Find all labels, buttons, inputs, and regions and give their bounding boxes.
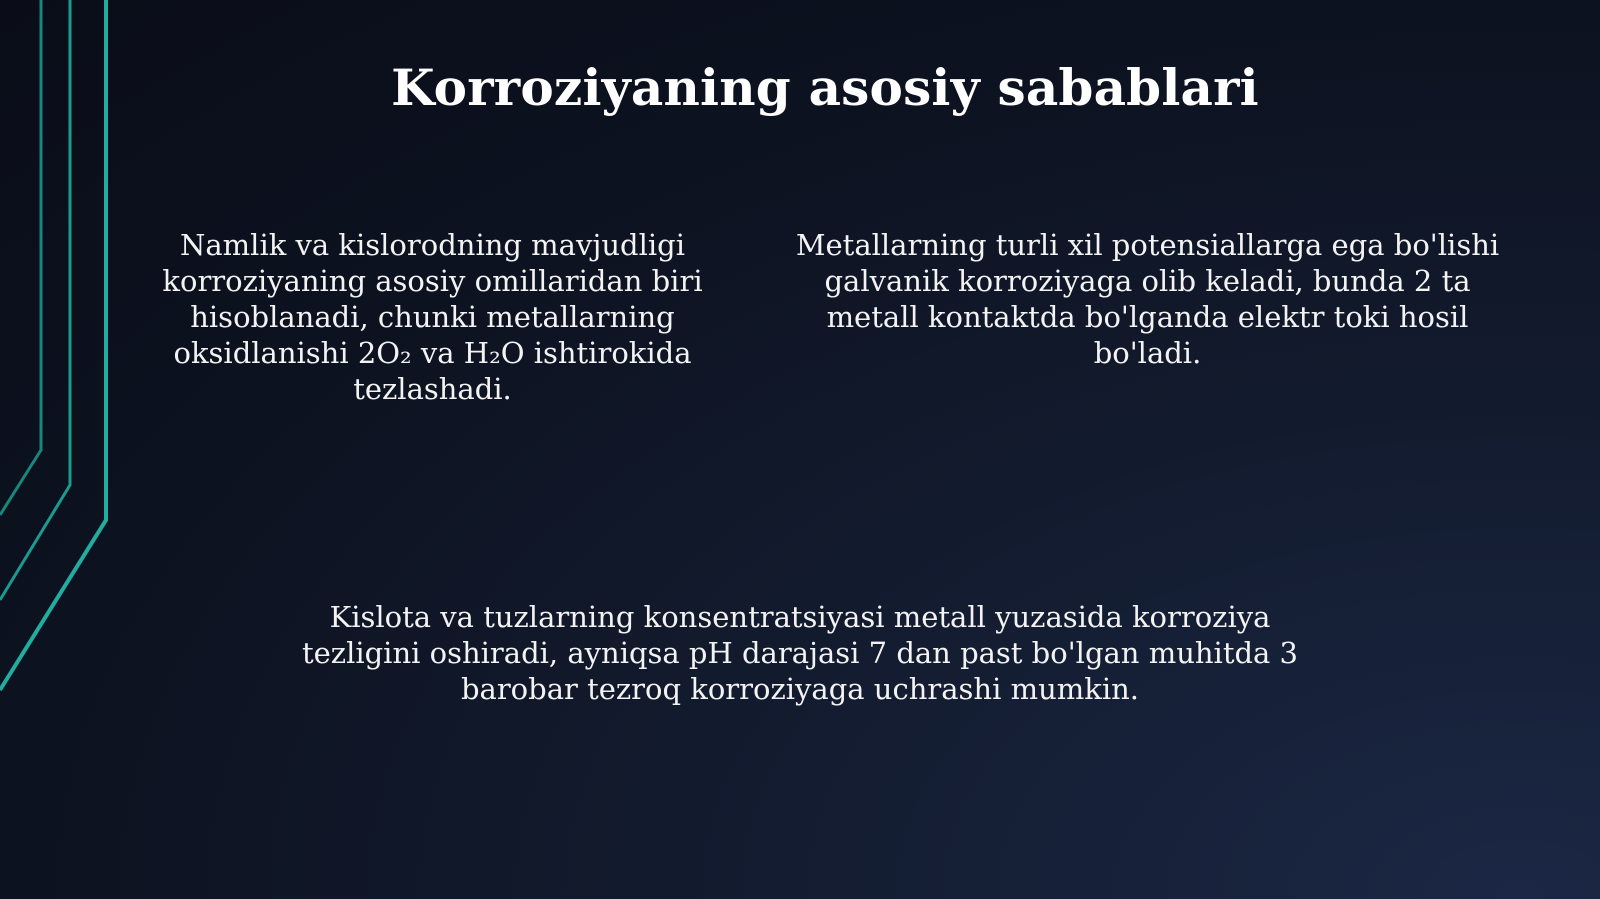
text-block-acid-salt-concentration: Kislota va tuzlarning konsentratsiyasi metall yuzasida korroziya tezligini oshiradi, ayniqsa pH darajasi 7 dan past bo'lgan muhitda 3 barobar tezroq korroziyaga uchrashi mumkin. (301, 600, 1299, 706)
slide-title: Korroziyaning asosiy sabablari (391, 58, 1259, 117)
text-block-galvanic-corrosion: Metallarning turli xil potensiallarga ega bo'lishi galvanik korroziyaga olib keladi, bunda 2 ta metall kontaktda bo'lganda elektr toki hosil bo'ladi. (795, 228, 1500, 370)
text-block-moisture-oxygen: Namlik va kislorodning mavjudligi korroziyaning asosiy omillaridan biri hisoblanadi, chunki metallarning oksidlanishi 2O₂ va H₂O ishtirokida tezlashadi. (162, 228, 703, 406)
decorative-accent-lines (0, 0, 120, 899)
